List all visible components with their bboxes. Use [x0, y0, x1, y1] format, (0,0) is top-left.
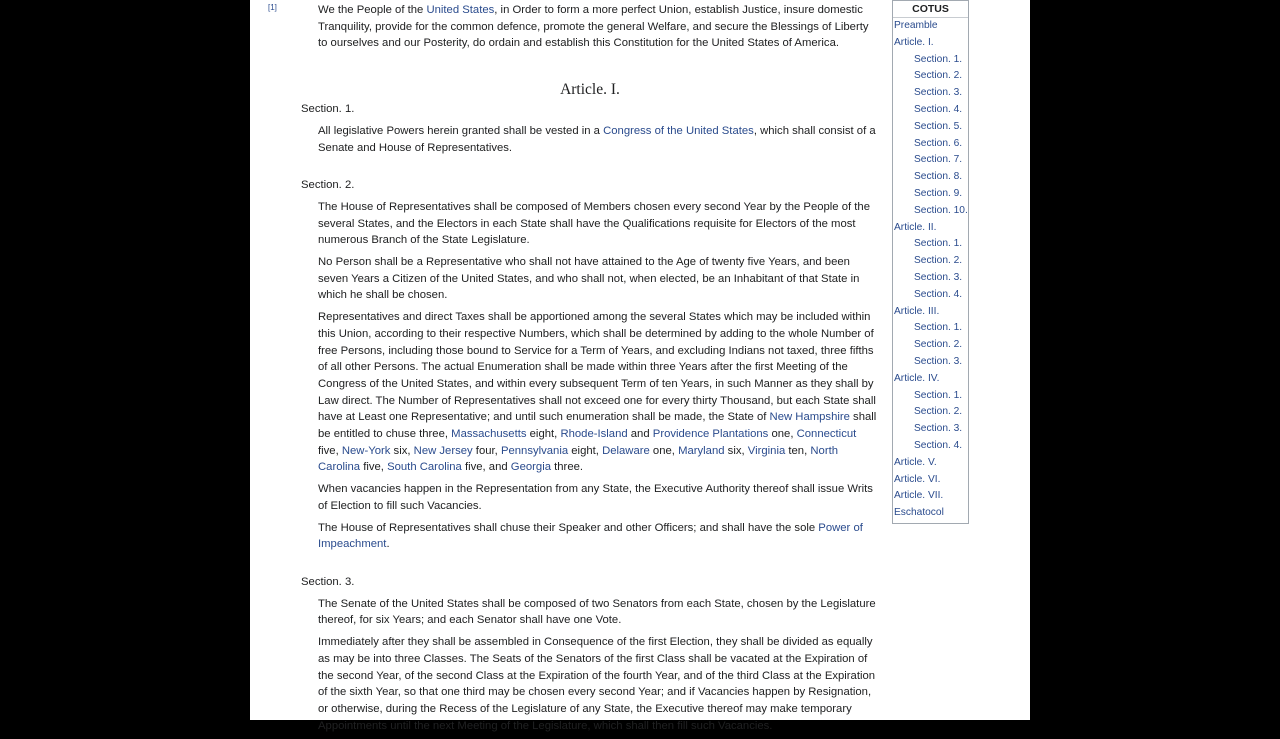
toc-link[interactable]: Section. 2.	[914, 406, 963, 418]
toc-link[interactable]: Article. VI.	[894, 473, 941, 485]
toc-item	[893, 68, 968, 85]
section-text: five, and	[461, 461, 511, 474]
toc-link[interactable]: Article. VII.	[894, 490, 944, 502]
reference-footnote-link[interactable]: [1]	[268, 3, 277, 12]
new-york-link[interactable]: New-York	[341, 444, 391, 457]
toc-link[interactable]: Section. 4.	[914, 103, 963, 115]
pennsylvania-link[interactable]: Pennsylvania	[500, 444, 569, 457]
section-text: Representatives and direct Taxes shall be apportioned among the several States which may be included within this Union, according to their respective Numbers, which shall be determined by adding to the whole Number of free Persons, including those bound to Service for a Term of Years, and excluding Indians not taxed, three fifths of all other Persons. The actual Enumeration shall be made within three Years after the first Meeting of the Congress of the United States, and within every subsequent Term of ten Years, in such Manner as they shall by Law direct. The Number of Representatives shall not exceed one for every thirty Thousand, but each State shall have at Least one Representative; and until such enumeration shall be made, the State of	[318, 311, 876, 424]
toc-item	[893, 304, 968, 321]
toc-link[interactable]: Section. 1.	[914, 238, 963, 250]
document-page	[250, 0, 1030, 732]
toc-item	[893, 354, 968, 371]
section-3-paragraph-2: Immediately after they shall be assembled in Consequence of the first Election, they shall be divided as equally as may be into three Classes. The Seats of the Senators of the first Class shall be vacated at the Expiration of the second Year, of the second Class at the Expiration of the fourth Year, and of the third Class at the Expiration of the sixth Year, so that one third may be chosen every second Year; and if Vacancies happen by Resignation, or otherwise, during the Recess of the Legislature of any State, the Executive thereof may make temporary Appointments until the next Meeting of the Legislature, which shall then fill such Vacancies.	[318, 636, 876, 732]
toc-item	[893, 203, 968, 220]
preamble-paragraph	[318, 2, 880, 52]
article-1-heading: Article. I.	[560, 81, 620, 99]
toc-link[interactable]: Section. 1.	[914, 53, 963, 65]
section-text: , which shall consist of a Senate and House of Representatives.	[318, 124, 876, 154]
toc-link[interactable]: Section. 2.	[914, 70, 963, 82]
toc-item	[893, 421, 968, 438]
preamble-text: We the People of the	[318, 4, 427, 16]
toc-link[interactable]: Section. 4.	[914, 288, 963, 300]
toc-link[interactable]: Section. 9.	[914, 187, 963, 199]
providence-plantations-link[interactable]: Providence Plantations	[652, 428, 769, 441]
section-2-paragraph-5	[318, 520, 880, 553]
power-of-impeachment-link[interactable]: Power of Impeachment	[318, 521, 863, 551]
toc-item	[893, 35, 968, 52]
toc-item	[893, 18, 968, 35]
delaware-link[interactable]: Delaware	[602, 444, 650, 457]
toc-item	[893, 438, 968, 455]
toc-item	[893, 505, 968, 522]
section-2-paragraph-3	[318, 309, 880, 476]
section-text: four,	[472, 444, 501, 457]
toc-item	[893, 270, 968, 287]
toc-link[interactable]: Section. 2.	[914, 255, 963, 267]
toc-item	[893, 102, 968, 119]
section-3-paragraph-1: The Senate of the United States shall be composed of two Senators from each State, chosen by the Legislature thereof, for six Years; and each Senator shall have one Vote.	[318, 597, 876, 627]
toc-item	[893, 287, 968, 304]
section-2-heading: Section. 2.	[301, 179, 355, 192]
toc-item	[893, 455, 968, 472]
toc-list	[893, 18, 968, 522]
section-text: one,	[768, 428, 797, 441]
toc-item	[893, 186, 968, 203]
toc-item	[893, 152, 968, 169]
section-2-paragraph-1: The House of Representatives shall be composed of Members chosen every second Year by the People of the several States, and the Electors in each State shall have the Qualifications requisite for Electors of the most numerous Branch of the State Legislature.	[318, 200, 870, 247]
section-2-paragraph-2: No Person shall be a Representative who shall not have attained to the Age of twenty five Years, and been seven Years a Citizen of the United States, and who shall not, when elected, be an Inhabitant of that State in which he shall be chosen.	[318, 256, 860, 302]
toc-link[interactable]: Article. V.	[894, 456, 937, 468]
section-text: eight,	[568, 444, 603, 457]
section-text: eight,	[526, 428, 561, 441]
toc-link[interactable]: Section. 10.	[914, 204, 968, 216]
toc-link[interactable]: Section. 1.	[914, 389, 963, 401]
toc-link[interactable]: Eschatocol	[894, 507, 944, 519]
toc-link[interactable]: Section. 4.	[914, 439, 963, 451]
toc-item	[893, 253, 968, 270]
toc-link[interactable]: Section. 3.	[914, 423, 963, 435]
toc-link[interactable]: Article. III.	[894, 305, 940, 317]
toc-item	[893, 320, 968, 337]
toc-link[interactable]: Section. 3.	[914, 271, 963, 283]
toc-link[interactable]: Article. IV.	[894, 372, 940, 384]
toc-item	[893, 404, 968, 421]
section-text: All legislative Powers herein granted shall be vested in a	[318, 124, 604, 137]
section-text: six,	[390, 444, 414, 457]
congress-link[interactable]: Congress of the United States	[603, 124, 754, 137]
section-2-paragraph-4: When vacancies happen in the Representation from any State, the Executive Authority thereof shall issue Writs of Election to fill such Vacancies.	[318, 483, 873, 512]
toc-link[interactable]: Preamble	[894, 20, 938, 31]
united-states-link[interactable]: United States	[426, 4, 495, 16]
section-text: five,	[318, 444, 342, 457]
south-carolina-link[interactable]: South Carolina	[387, 461, 462, 474]
massachusetts-link[interactable]: Massachusetts	[451, 428, 527, 441]
new-hampshire-link[interactable]: New Hampshire	[769, 411, 850, 424]
toc-item	[893, 119, 968, 136]
section-text: one,	[649, 444, 679, 457]
toc-link[interactable]: Section. 3.	[914, 355, 963, 367]
toc-link[interactable]: Section. 2.	[914, 339, 963, 351]
connecticut-link[interactable]: Connecticut	[796, 428, 857, 441]
preamble-text: , in Order to form a more perfect Union, establish Justice, insure domestic Tranquility, provide for the common defence, promote the general Welfare, and secure the Blessings of Liberty to ourselves and our Posterity, do ordain and establish this Constitution for the United States of America.	[318, 4, 869, 50]
toc-item	[893, 52, 968, 69]
toc-item	[893, 388, 968, 405]
section-text: The House of Representatives shall chuse their Speaker and other Officers; and shall have the sole	[318, 521, 819, 534]
section-text: ten,	[785, 444, 811, 457]
section-text: three.	[551, 461, 584, 474]
toc-link[interactable]: Section. 8.	[914, 171, 963, 183]
section-text: five,	[360, 461, 388, 474]
toc-item	[893, 236, 968, 253]
virginia-link[interactable]: Virginia	[747, 444, 786, 457]
toc-item	[893, 220, 968, 237]
toc-item	[893, 85, 968, 102]
toc-link[interactable]: Section. 7.	[914, 154, 963, 166]
toc-link[interactable]: Section. 3.	[914, 87, 963, 99]
section-1-heading: Section. 1.	[301, 103, 355, 116]
toc-item	[893, 488, 968, 505]
section-3-heading: Section. 3.	[301, 575, 355, 588]
section-1-paragraph	[318, 123, 880, 156]
toc-link[interactable]: Article. I.	[894, 36, 934, 48]
constitution-text	[250, 0, 890, 739]
north-carolina-link[interactable]: North Carolina	[318, 444, 838, 474]
maryland-link[interactable]: Maryland	[678, 444, 725, 457]
toc-link[interactable]: Article. II.	[894, 221, 937, 233]
toc-link[interactable]: Section. 5.	[914, 120, 963, 132]
section-text: and	[627, 428, 653, 441]
new-jersey-link[interactable]: New Jersey	[413, 444, 473, 457]
rhode-island-link[interactable]: Rhode-Island	[560, 428, 628, 441]
toc-item	[893, 169, 968, 186]
toc-title: COTUS	[893, 1, 968, 18]
georgia-link[interactable]: Georgia	[510, 461, 551, 474]
toc-link[interactable]: Section. 6.	[914, 137, 963, 149]
section-text: six,	[724, 444, 748, 457]
section-text: shall be entitled to chuse three,	[318, 411, 877, 441]
toc-item	[893, 472, 968, 489]
toc-item	[893, 337, 968, 354]
toc-link[interactable]: Section. 1.	[914, 322, 963, 334]
toc-item	[893, 136, 968, 153]
toc-item	[893, 371, 968, 388]
table-of-contents	[892, 0, 969, 524]
section-text: .	[386, 538, 390, 551]
